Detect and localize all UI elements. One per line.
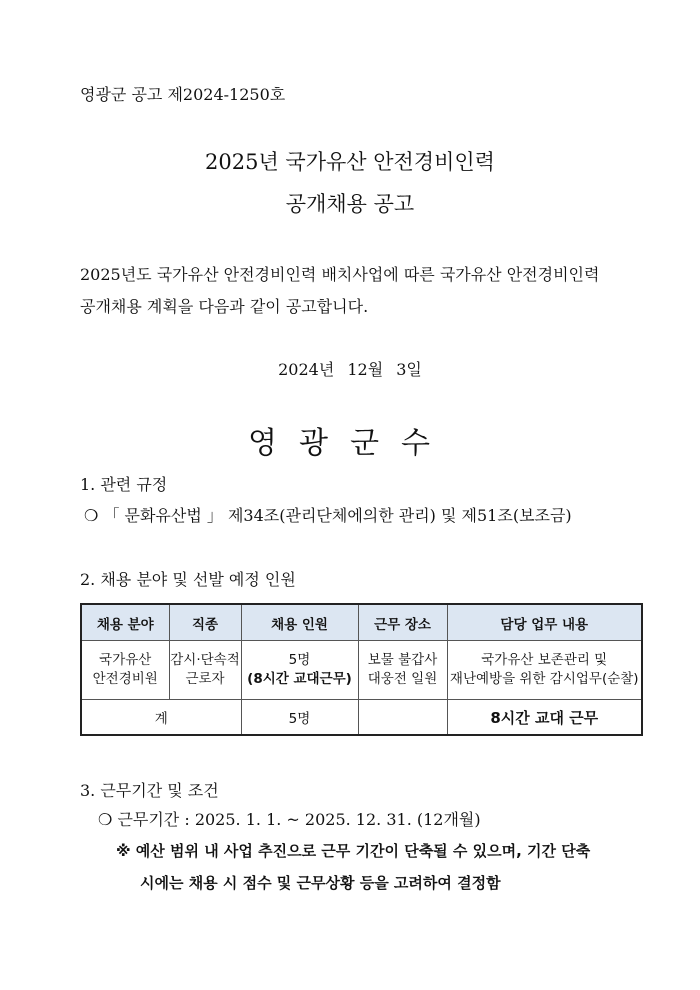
cell-count: 5명 (8시간 교대근무) bbox=[241, 641, 358, 700]
table-header-row bbox=[81, 604, 642, 641]
header-place: 근무 장소 bbox=[358, 604, 447, 641]
note-line-1: ※ 예산 범위 내 사업 추진으로 근무 기간이 단축될 수 있으며, 기간 단축 bbox=[116, 842, 591, 860]
section-2-heading: 2. 채용 분야 및 선발 예정 인원 bbox=[80, 570, 296, 589]
title-line-2: 공개채용 공고 bbox=[285, 192, 415, 216]
cell-place: 보물 불갑사 대웅전 일원 bbox=[358, 641, 447, 700]
section-3-heading: 3. 근무기간 및 조건 bbox=[80, 781, 219, 800]
total-label: 계 bbox=[81, 700, 241, 736]
total-count: 5명 bbox=[241, 700, 358, 736]
work-period: 근무기간 : 2025. 1. 1. ~ 2025. 12. 31. (12개월) bbox=[117, 810, 481, 829]
note-line-2: 시에는 채용 시 점수 및 근무상황 등을 고려하여 결정함 bbox=[140, 874, 501, 892]
header-type: 직종 bbox=[169, 604, 241, 641]
regulation-text: 「 문화유산법 」 제34조(관리단체에의한 관리) 및 제51조(보조금) bbox=[103, 506, 572, 525]
circle-bullet-icon: ❍ bbox=[98, 810, 118, 829]
header-count: 채용 인원 bbox=[241, 604, 358, 641]
intro-line-2: 공개채용 계획을 다음과 같이 공고합니다. bbox=[80, 297, 369, 316]
total-duty: 8시간 교대 근무 bbox=[447, 700, 642, 736]
cell-type: 감시·단속적 근로자 bbox=[169, 641, 241, 700]
title-line-1: 2025년 국가유산 안전경비인력 bbox=[205, 150, 495, 174]
issuer: 영광군수 bbox=[248, 426, 452, 461]
table-total-row bbox=[81, 700, 642, 736]
recruitment-table bbox=[80, 603, 643, 736]
section-1-bullet bbox=[84, 503, 572, 526]
section-1-heading: 1. 관련 규정 bbox=[80, 475, 168, 494]
table-row bbox=[81, 641, 642, 700]
header-field: 채용 분야 bbox=[81, 604, 169, 641]
announcement-date: 2024년 12월 3일 bbox=[278, 360, 422, 379]
total-place bbox=[358, 700, 447, 736]
section-3-bullet bbox=[98, 807, 481, 830]
document-number: 영광군 공고 제2024-1250호 bbox=[80, 85, 286, 104]
cell-duty: 국가유산 보존관리 및 재난예방을 위한 감시업무(순찰) bbox=[447, 641, 642, 700]
circle-bullet-icon: ❍ bbox=[84, 506, 104, 525]
cell-field: 국가유산 안전경비원 bbox=[81, 641, 169, 700]
intro-line-1: 2025년도 국가유산 안전경비인력 배치사업에 따른 국가유산 안전경비인력 bbox=[80, 265, 600, 284]
header-duty: 담당 업무 내용 bbox=[447, 604, 642, 641]
